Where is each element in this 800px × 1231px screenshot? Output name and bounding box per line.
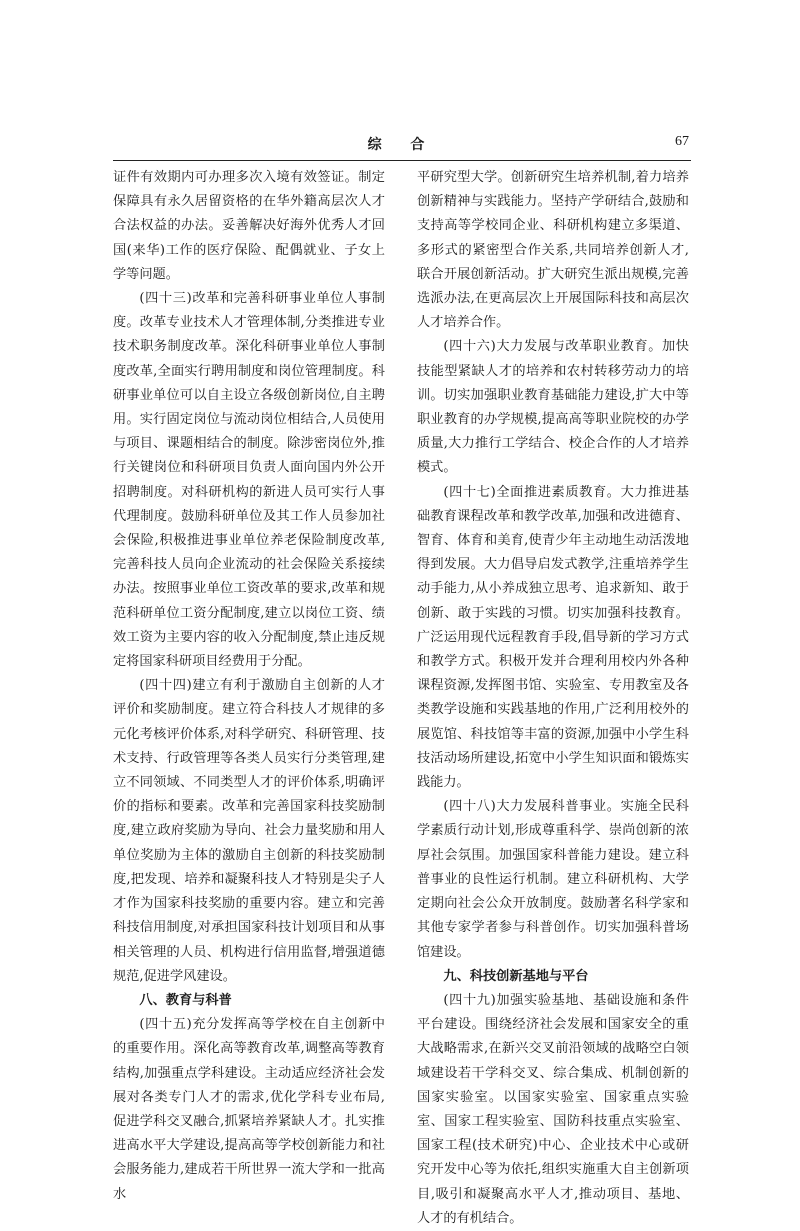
left-column <box>113 166 385 1207</box>
running-header <box>113 134 691 156</box>
header-rule <box>113 160 691 161</box>
paragraph: (四十六)大力发展与改革职业教育。加快技能型紧缺人才的培养和农村转移劳动力的培训。切实加强职业教育基础能力建设,扩大中等职业教育的办学规模,提高高等职业院校的办学质量,大力推行工学结合、校企合作的人才培养模式。 <box>417 339 689 476</box>
paragraph: (四十四)建立有利于激励自主创新的人才评价和奖励制度。建立符合科技人才规律的多元化考核评价体系,对科学研究、科研管理、技术支持、行政管理等各类人员实行分类管理,建立不同领域、不同类型人才的评价体系,明确评价的指标和要素。改革和完善国家科技奖励制度,建立政府奖励为导向、社会力量奖励和用人单位奖励为主体的激励自主创新的科技奖励制度,把发现、培养和凝聚科技人才特别是尖子人才作为国家科技奖励的重要内容。建立和完善科技信用制度,对承担国家科技计划项目和从事相关管理的人员、机构进行信用监督,增强道德规范,促进学风建设。 <box>113 678 385 984</box>
paragraph: (四十三)改革和完善科研事业单位人事制度。改革专业技术人才管理体制,分类推进专业技术职务制度改革。深化科研事业单位人事制度改革,全面实行聘用制度和岗位管理制度。科研事业单位可以自主设立各级创新岗位,自主聘用。实行固定岗位与流动岗位相结合,人员使用与项目、课题相结合的制度。除涉密岗位外,推行关键岗位和科研项目负责人面向国内外公开招聘制度。对科研机构的新进人员可实行人事代理制度。鼓励科研单位及其工作人员参加社会保险,积极推进事业单位养老保险制度改革,完善科技人员向企业流动的社会保险关系接续办法。按照事业单位工资改革的要求,改革和规范科研单位工资分配制度,建立以岗位工资、绩效工资为主要内容的收入分配制度,禁止违反规定将国家科研项目经费用于分配。 <box>113 291 385 670</box>
section-title: 综 合 <box>367 137 437 153</box>
page-number: 67 <box>675 134 689 149</box>
paragraph: (四十八)大力发展科普事业。实施全民科学素质行动计划,形成尊重科学、崇尚创新的浓厚社会氛围。加强国家科普能力建设。建立科普事业的良性运行机制。建立科研机构、大学定期向社会公众开放制度。鼓励著名科学家和其他专家学者参与科普创作。切实加强科普场馆建设。 <box>417 799 689 960</box>
section-heading: 九、科技创新基地与平台 <box>443 968 589 984</box>
paragraph: 证件有效期内可办理多次入境有效签证。制定保障具有永久居留资格的在华外籍高层次人才合法权益的办法。妥善解决好海外优秀人才回国(来华)工作的医疗保险、配偶就业、子女上学等问题。 <box>113 170 385 282</box>
paragraph: (四十五)充分发挥高等学校在自主创新中的重要作用。深化高等教育改革,调整高等教育结构,加强重点学科建设。主动适应经济社会发展对各类专门人才的需求,优化学科专业布局,促进学科交叉融合,抓紧培养紧缺人才。扎实推进高水平大学建设,提高高等学校创新能力和社会服务能力,建成若干所世界一流大学和一批高水 <box>113 1017 385 1202</box>
paragraph: (四十七)全面推进素质教育。大力推进基础教育课程改革和教学改革,加强和改进德育、智育、体育和美育,使青少年主动地生动活泼地得到发展。大力倡导启发式教学,注重培养学生动手能力,从小养成独立思考、追求新知、敢于创新、敢于实践的习惯。切实加强科技教育。广泛运用现代远程教育手段,倡导新的学习方式和教学方式。积极开发并合理利用校内外各种课程资源,发挥图书馆、实验室、专用教室及各类教学设施和实践基地的作用,广泛利用校外的展览馆、科技馆等丰富的资源,加强中小学生科技活动场所建设,拓宽中小学生知识面和锻炼实践能力。 <box>417 484 689 791</box>
right-column <box>417 166 689 1231</box>
section-heading: 八、教育与科普 <box>139 992 232 1008</box>
paragraph: 平研究型大学。创新研究生培养机制,着力培养创新精神与实践能力。坚持产学研结合,鼓励和支持高等学校同企业、科研机构建立多渠道、多形式的紧密型合作关系,共同培养创新人才,联合开展创新活动。扩大研究生派出规模,完善选派办法,在更高层次上开展国际科技和高层次人才培养合作。 <box>417 170 689 331</box>
paragraph: (四十九)加强实验基地、基础设施和条件平台建设。围绕经济社会发展和国家安全的重大战略需求,在新兴交叉前沿领域的战略空白领域建设若干学科交叉、综合集成、机制创新的国家实验室。以国家实验室、国家重点实验室、国家工程实验室、国防科技重点实验室、国家工程(技术研究)中心、企业技术中心或研究开发中心等为依托,组织实施重大自主创新项目,吸引和凝聚高水平人才,推动项目、基地、人才的有机结合。 <box>417 992 689 1226</box>
